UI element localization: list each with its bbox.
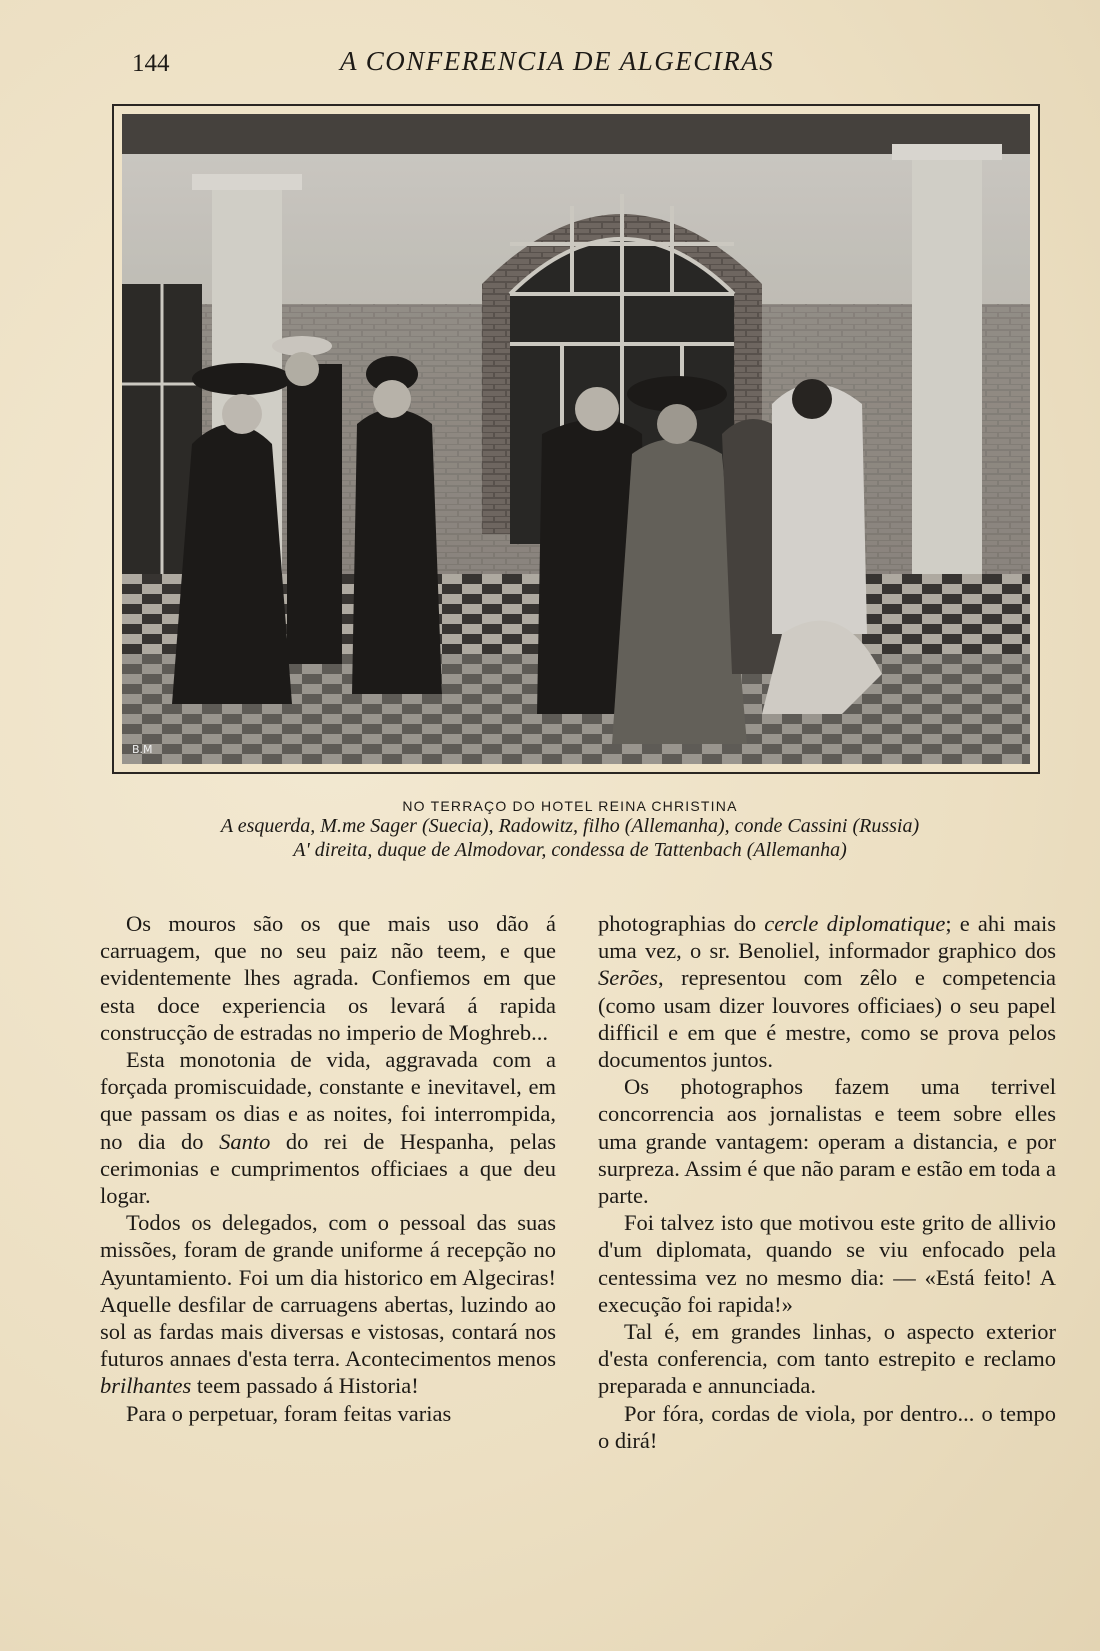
- page-header: [0, 44, 1100, 84]
- photo-frame: [112, 104, 1040, 774]
- photograph-illustration: [122, 114, 1030, 764]
- caption-line-left: A esquerda, M.me Sager (Suecia), Radowitz, filho (Allemanha), conde Cassini (Russia): [220, 815, 920, 837]
- page-number: 144: [132, 50, 170, 77]
- photographer-mark: B.M: [132, 743, 153, 756]
- paragraph: Esta monotonia de vida, aggravada com a forçada promiscuidade, constante e inevitavel, em que passam os dias e as noites, foi interrompida, no dia do Santo do rei de Hespanha, pelas cerimonias e cumprimentos officiaes a que deu logar.: [100, 1047, 556, 1209]
- paragraph: photographias do cercle diplomatique; e ahi mais uma vez, o sr. Benoliel, informador graphico dos Serões, representou com zêlo e competencia (como usam dizer louvores officiaes) o seu papel difficil e em que é mestre, como se prova pelos documentos juntos.: [598, 911, 1056, 1073]
- left-column: [100, 910, 556, 1427]
- paragraph: Os photographos fazem uma terrivel concorrencia aos jornalistas e teem sobre elles uma grande vantagem: operam a distancia, e por surpreza. Assim é que não param e estão em toda a parte.: [598, 1074, 1056, 1209]
- photo-caption: [0, 798, 1100, 862]
- paragraph: Por fóra, cordas de viola, por dentro... o tempo o dirá!: [598, 1400, 1056, 1453]
- right-column: [598, 910, 1056, 1454]
- paragraph: Tal é, em grandes linhas, o aspecto exterior d'esta conferencia, com tanto estrepito e reclamo preparada e annunciada.: [598, 1319, 1056, 1399]
- paragraph: Para o perpetuar, foram feitas varias: [126, 1400, 452, 1426]
- caption-title: NO TERRAÇO DO HOTEL REINA CHRISTINA: [402, 798, 738, 814]
- caption-line-right: A' direita, duque de Almodovar, condessa de Tattenbach (Allemanha): [293, 839, 847, 861]
- terrace-photograph: [122, 114, 1030, 764]
- running-title: A CONFERENCIA DE ALGECIRAS: [340, 46, 775, 76]
- paragraph: Todos os delegados, com o pessoal das suas missões, foram de grande uniforme á recepção no Ayuntamiento. Foi um dia historico em Algeciras! Aquelle desfilar de carruagens abertas, luzindo ao sol as fardas mais diversas e vistosas, contará nos futuros annaes d'esta terra. Acontecimentos menos brilhantes teem passado á Historia!: [100, 1210, 556, 1399]
- paragraph: Os mouros são os que mais uso dão á carruagem, que no seu paiz não teem, e que evidentemente lhes agrada. Confiemos em que esta doce experiencia os levará á rapida construcção de estradas no imperio de Moghreb...: [100, 911, 556, 1045]
- paragraph: Foi talvez isto que motivou este grito de allivio d'um diplomata, quando se viu enfocado pela centessima vez no mesmo dia: — «Está feito! A execução foi rapida!»: [598, 1210, 1056, 1317]
